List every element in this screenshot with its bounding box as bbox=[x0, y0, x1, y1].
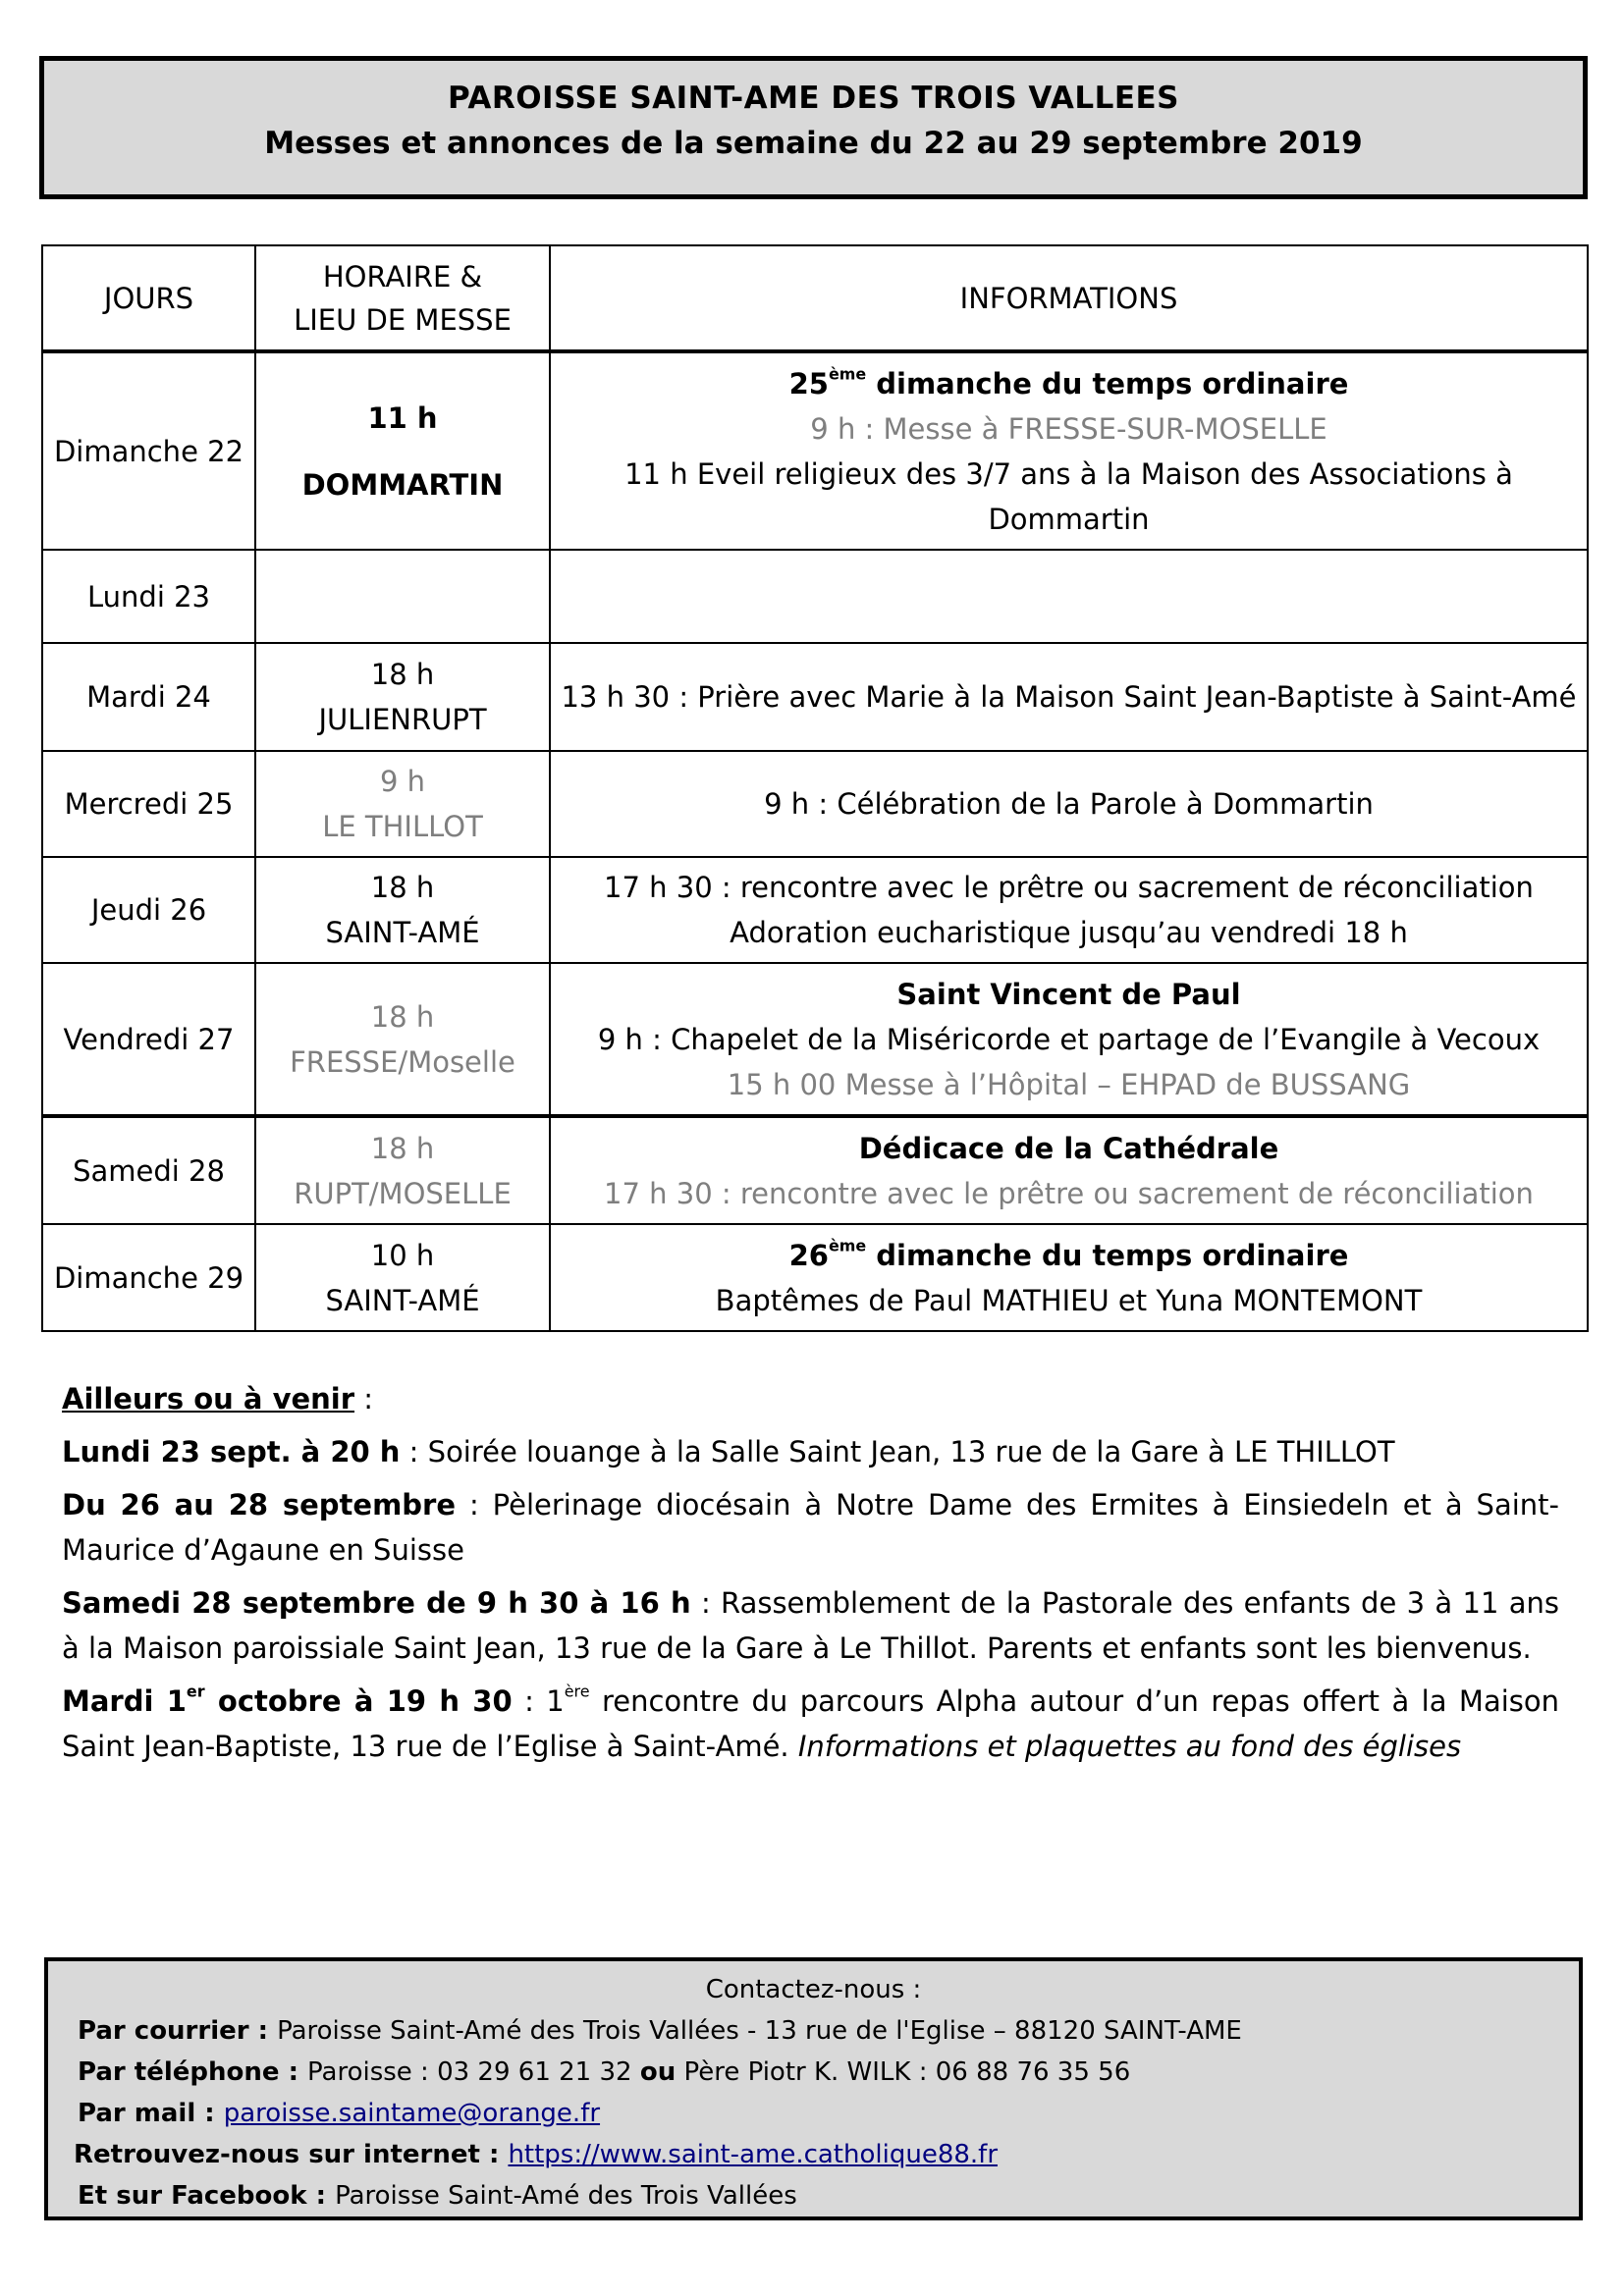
info-line bbox=[555, 1017, 1583, 1062]
header-box bbox=[39, 56, 1588, 199]
table-header-row bbox=[42, 245, 1588, 351]
info-cell bbox=[550, 857, 1588, 963]
announcement-text: : Pèlerinage diocésain à Notre Dame des Ermites à Einsiedeln et à Saint-Maurice d’Agaune en Suisse bbox=[62, 1488, 1559, 1567]
contact-facebook bbox=[78, 2175, 1579, 2216]
info-cell bbox=[550, 751, 1588, 857]
contact-mail bbox=[78, 2093, 1579, 2134]
column-header-informations: INFORMATIONS bbox=[550, 245, 1588, 351]
contact-title: Contactez-nous : bbox=[705, 1975, 922, 2004]
info-text: 25 bbox=[788, 366, 829, 400]
mass-time: 18 h bbox=[370, 999, 435, 1034]
page-subtitle: Messes et annonces de la semaine du 22 au 29 septembre 2019 bbox=[264, 126, 1363, 161]
announcement-text-sup: ère bbox=[564, 1682, 590, 1701]
info-text: Baptêmes de Paul MATHIEU et Yuna MONTEMONT bbox=[715, 1283, 1423, 1317]
mass-cell bbox=[255, 550, 550, 643]
table-row bbox=[42, 1224, 1588, 1331]
info-cell bbox=[550, 1116, 1588, 1224]
contact-telephone-parish: Paroisse : 03 29 61 21 32 bbox=[307, 2057, 640, 2087]
info-line bbox=[555, 1062, 1583, 1107]
table-row bbox=[42, 1116, 1588, 1224]
announcement-text: : Soirée louange à la Salle Saint Jean, 13 rue de la Gare à LE THILLOT bbox=[400, 1435, 1395, 1468]
info-line bbox=[555, 1171, 1583, 1216]
mass-cell bbox=[255, 751, 550, 857]
announcements-title-suffix: : bbox=[354, 1382, 374, 1415]
info-line bbox=[555, 972, 1583, 1017]
mass-place: DOMMARTIN bbox=[301, 467, 504, 502]
announcement-item bbox=[62, 1482, 1559, 1573]
mass-place: FRESSE/Moselle bbox=[290, 1044, 515, 1079]
info-text: 9 h : Célébration de la Parole à Dommartin bbox=[764, 787, 1374, 821]
info-text: Adoration eucharistique jusqu’au vendredi 18 h bbox=[730, 916, 1408, 949]
table-row bbox=[42, 550, 1588, 643]
contact-telephone-ou: ou bbox=[639, 2057, 677, 2087]
announcements-title: Ailleurs ou à venir bbox=[62, 1382, 355, 1415]
info-text: 9 h : Messe à FRESSE-SUR-MOSELLE bbox=[810, 411, 1327, 446]
day-cell: Jeudi 26 bbox=[42, 857, 255, 963]
contact-telephone bbox=[78, 2052, 1579, 2093]
announcement-lead: Du 26 au 28 septembre bbox=[62, 1488, 457, 1522]
info-line bbox=[555, 452, 1583, 542]
contact-telephone-label: Par téléphone : bbox=[78, 2057, 308, 2087]
mass-cell bbox=[255, 857, 550, 963]
mass-cell bbox=[255, 351, 550, 550]
info-cell bbox=[550, 963, 1588, 1116]
contact-facebook-value: Paroisse Saint-Amé des Trois Vallées bbox=[335, 2181, 797, 2211]
mass-time: 18 h bbox=[370, 1131, 435, 1165]
mass-place: SAINT-AMÉ bbox=[325, 1283, 480, 1317]
website-link[interactable]: https://www.saint-ame.catholique88.fr bbox=[508, 2140, 999, 2169]
table-row bbox=[42, 643, 1588, 751]
info-text: 17 h 30 : rencontre avec le prêtre ou sacrement de réconciliation bbox=[604, 1176, 1534, 1210]
announcement-text: rencontre du parcours Alpha autour d’un repas offert à la Maison Saint Jean-Baptiste, 13 rue de l’Eglise à Saint-Amé. bbox=[62, 1684, 1560, 1763]
contact-internet bbox=[74, 2134, 1579, 2175]
info-cell bbox=[550, 1224, 1588, 1331]
info-text: 26 bbox=[788, 1238, 829, 1272]
info-line bbox=[555, 674, 1583, 720]
info-cell bbox=[550, 550, 1588, 643]
info-cell bbox=[550, 351, 1588, 550]
schedule-body bbox=[42, 351, 1588, 1331]
day-cell: Mercredi 25 bbox=[42, 751, 255, 857]
info-line bbox=[555, 1126, 1583, 1171]
contact-courrier-label: Par courrier : bbox=[78, 2016, 278, 2046]
announcement-text: : Rassemblement de la Pastorale des enfants de 3 à 11 ans à la Maison paroissiale Saint Jean, 13 rue de la Gare à Le Thillot. Parents et enfants sont les bienvenus. bbox=[62, 1586, 1559, 1665]
column-header-horaire-line1: HORAIRE & bbox=[322, 259, 483, 294]
mass-time: 9 h bbox=[379, 765, 426, 798]
info-text: 13 h 30 : Prière avec Marie à la Maison Saint Jean-Baptiste à Saint-Amé bbox=[561, 680, 1577, 714]
info-text: 17 h 30 : rencontre avec le prêtre ou sacrement de réconciliation bbox=[604, 871, 1534, 904]
mass-cell bbox=[255, 1224, 550, 1331]
info-line bbox=[555, 781, 1583, 827]
info-text-rest: dimanche du temps ordinaire bbox=[866, 1238, 1349, 1272]
info-text-rest: dimanche du temps ordinaire bbox=[866, 366, 1349, 400]
day-cell: Mardi 24 bbox=[42, 643, 255, 751]
info-line bbox=[555, 1233, 1583, 1278]
contact-courrier-value: Paroisse Saint-Amé des Trois Vallées - 13 rue de l'Eglise – 88120 SAINT-AME bbox=[277, 2016, 1242, 2046]
announcements-section bbox=[62, 1376, 1559, 1777]
announcements-heading bbox=[62, 1376, 1559, 1421]
mass-time: 18 h bbox=[370, 871, 435, 904]
day-cell: Lundi 23 bbox=[42, 550, 255, 643]
announcement-text: : 1 bbox=[512, 1684, 565, 1718]
day-cell: Vendredi 27 bbox=[42, 963, 255, 1116]
table-row bbox=[42, 857, 1588, 963]
info-line bbox=[555, 1278, 1583, 1323]
contact-telephone-priest: Père Piotr K. WILK : 06 88 76 35 56 bbox=[676, 2057, 1131, 2087]
info-sup: ème bbox=[828, 1236, 867, 1255]
info-text: 11 h Eveil religieux des 3/7 ans à la Maison des Associations à Dommartin bbox=[624, 456, 1513, 536]
day-cell: Dimanche 29 bbox=[42, 1224, 255, 1331]
mass-place: RUPT/MOSELLE bbox=[294, 1176, 512, 1210]
day-cell: Dimanche 22 bbox=[42, 351, 255, 550]
day-cell: Samedi 28 bbox=[42, 1116, 255, 1224]
contact-mail-label: Par mail : bbox=[78, 2099, 224, 2128]
announcement-italic-note: Informations et plaquettes au fond des églises bbox=[797, 1730, 1462, 1763]
info-text: 15 h 00 Messe à l’Hôpital – EHPAD de BUSSANG bbox=[727, 1067, 1411, 1101]
contact-internet-label: Retrouvez-nous sur internet : bbox=[74, 2140, 509, 2169]
column-header-jours: JOURS bbox=[42, 245, 255, 351]
info-line bbox=[555, 865, 1583, 910]
mass-time: 18 h bbox=[370, 658, 435, 691]
announcement-lead-part: Mardi 1 bbox=[62, 1684, 187, 1718]
mass-cell bbox=[255, 963, 550, 1116]
announcement-item bbox=[62, 1679, 1559, 1769]
mass-cell bbox=[255, 643, 550, 751]
column-header-horaire bbox=[255, 245, 550, 351]
contact-box bbox=[44, 1957, 1583, 2220]
info-text: Saint Vincent de Paul bbox=[896, 977, 1241, 1011]
announcement-lead: Samedi 28 septembre de 9 h 30 à 16 h bbox=[62, 1586, 691, 1620]
info-line bbox=[555, 361, 1583, 406]
info-line bbox=[555, 910, 1583, 955]
info-text: 9 h : Chapelet de la Miséricorde et partage de l’Evangile à Vecoux bbox=[597, 1022, 1541, 1056]
contact-courrier bbox=[78, 2010, 1579, 2052]
mass-cell bbox=[255, 1116, 550, 1224]
announcement-lead-part: octobre à 19 h 30 bbox=[204, 1684, 513, 1718]
page-title: PAROISSE SAINT-AME DES TROIS VALLEES bbox=[447, 80, 1180, 116]
mass-time: 11 h bbox=[367, 400, 438, 435]
announcement-lead: Lundi 23 sept. à 20 h bbox=[62, 1435, 401, 1468]
table-row bbox=[42, 351, 1588, 550]
info-line bbox=[555, 406, 1583, 452]
announcement-lead bbox=[62, 1684, 513, 1718]
announcement-lead-sup: er bbox=[186, 1682, 205, 1701]
mass-place: SAINT-AMÉ bbox=[325, 916, 480, 949]
email-link[interactable]: paroisse.saintame@orange.fr bbox=[223, 2099, 601, 2128]
column-header-horaire-line2: LIEU DE MESSE bbox=[294, 302, 512, 337]
mass-time: 10 h bbox=[370, 1238, 435, 1272]
info-text: Dédicace de la Cathédrale bbox=[858, 1131, 1279, 1165]
schedule-table bbox=[41, 244, 1589, 1332]
info-sup: ème bbox=[828, 364, 867, 384]
contact-facebook-label: Et sur Facebook : bbox=[78, 2181, 336, 2211]
info-cell bbox=[550, 643, 1588, 751]
announcement-item bbox=[62, 1580, 1559, 1671]
table-row bbox=[42, 751, 1588, 857]
mass-place: LE THILLOT bbox=[322, 810, 483, 843]
table-row bbox=[42, 963, 1588, 1116]
mass-place: JULIENRUPT bbox=[318, 703, 487, 736]
announcement-item bbox=[62, 1429, 1559, 1474]
